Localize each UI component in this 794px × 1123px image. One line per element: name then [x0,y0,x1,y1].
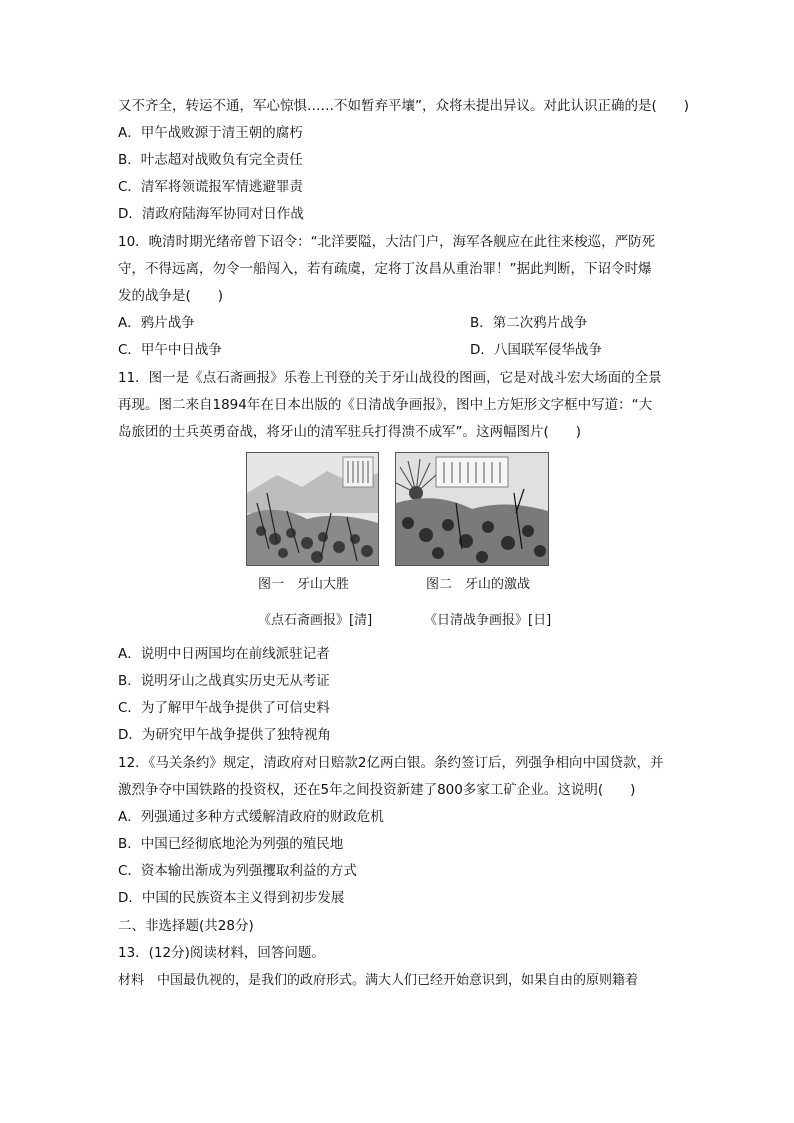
section-heading: 二、非选择题(共28分) [118,918,254,934]
q11-stem-line-3: 岛旅团的士兵英勇奋战，将牙山的清军驻兵打得溃不成军”。这两幅图片( ) [118,424,582,440]
q12-stem-line-2: 激烈争夺中国铁路的投资权，还在5年之间投资新建了800多家工矿企业。这说明( ) [118,782,636,798]
q11-stem-line-2: 再现。图二来自1894年在日本出版的《日清战争画报》，图中上方矩形文字框中写道：“大 [118,397,653,413]
q11-option-d: D．为研究甲午战争提供了独特视角 [118,727,331,743]
q11-option-c: C．为了解甲午战争提供了可信史料 [118,700,330,716]
figure-1-caption: 图一 牙山大胜 [258,577,350,592]
figure-2-image [395,452,549,566]
figure-1-source: 《点石斋画报》[清] [258,613,373,628]
q9-option-d: D．清政府陆海军协同对日作战 [118,206,304,222]
q11-option-a: A．说明中日两国均在前线派驻记者 [118,646,330,662]
q13-stem: 13．(12分)阅读材料，回答问题。 [118,945,325,961]
figure-2-caption: 图二 牙山的激战 [426,577,531,592]
q12-option-b: B．中国已经彻底地沦为列强的殖民地 [118,836,344,852]
q9-option-a: A．甲午战败源于清王朝的腐朽 [118,125,303,141]
q10-option-b: B．第二次鸦片战争 [470,315,588,331]
q9-option-c: C．清军将领谎报军情逃避罪责 [118,179,303,195]
q10-options-row-1 [118,313,678,333]
q10-stem-line-3: 发的战争是( ) [118,288,224,304]
q10-option-d: D．八国联军侵华战争 [470,342,602,358]
figure-1-image [246,452,379,566]
figure-2-source: 《日清战争画报》[日] [424,613,552,628]
q10-stem-line-1: 10．晚清时期光绪帝曾下诏令：“北洋要隘，大沽门户，海军各舰应在此往来梭巡，严防死 [118,234,656,250]
q9-stem-line: 又不齐全，转运不通，军心惊惧……不如暂弃平壤”，众将未提出异议。对此认识正确的是( ) [118,98,690,114]
q10-options-row-2 [118,340,678,360]
q10-option-c: C．甲午中日战争 [118,342,222,358]
q10-stem-line-2: 守，不得远离，勿令一船闯入，若有疏虞，定将丁汝昌从重治罪！”据此判断，下诏令时爆 [118,261,652,277]
q12-option-d: D．中国的民族资本主义得到初步发展 [118,890,345,906]
q11-option-b: B．说明牙山之战真实历史无从考证 [118,673,330,689]
q9-option-b: B．叶志超对战败负有完全责任 [118,152,303,168]
q10-option-a: A．鸦片战争 [118,315,195,331]
q12-option-a: A．列强通过多种方式缓解清政府的财政危机 [118,809,384,825]
q12-option-c: C．资本输出渐成为列强攫取利益的方式 [118,863,357,879]
q11-figures [0,452,794,628]
q13-material: 材料 中国最仇视的，是我们的政府形式。满大人们已经开始意识到，如果自由的原则籍着 [118,973,639,988]
q12-stem-line-1: 12．《马关条约》规定，清政府对日赔款2亿两白银。条约签订后，列强争相向中国贷款，并 [118,755,664,771]
q11-stem-line-1: 11．图一是《点石斋画报》乐卷上刊登的关于牙山战役的图画，它是对战斗宏大场面的全景 [118,370,662,386]
